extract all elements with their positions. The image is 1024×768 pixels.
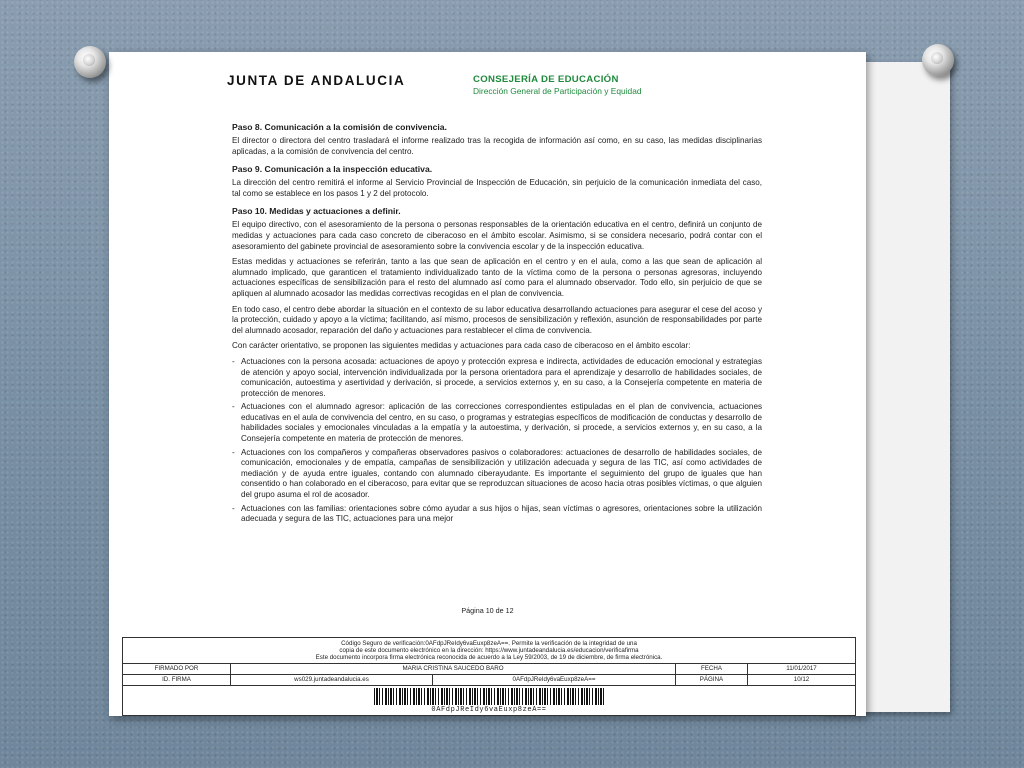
header-org: JUNTA DE ANDALUCIA bbox=[227, 73, 406, 88]
paragraph: Estas medidas y actuaciones se referirán, tanto a las que sean de aplicación en el centro y en el aula, como a las que sean de aplicación al alumnado implicado, que garanticen el tratamiento individualizado tanto de la víctima como de la persona o personas agresoras, incluyendo actuaciones específicas de sensibilización para el resto del alumnado así como para el alumnado observador. Todo ello, sin perjuicio de que se apliquen al alumnado acosador las medidas correctivas recogidas en el plan de convivencia. bbox=[232, 257, 762, 298]
measures-list bbox=[232, 357, 762, 525]
pagina-label: PÁGINA bbox=[676, 675, 748, 685]
id-firma-label: ID. FIRMA bbox=[123, 675, 231, 685]
push-pin-icon bbox=[922, 44, 954, 76]
pagina-value: 10/12 bbox=[793, 676, 810, 683]
firmado-por-value: MARIA CRISTINA SAUCEDO BARO bbox=[231, 664, 676, 674]
step-8 bbox=[232, 122, 762, 157]
signature-box bbox=[122, 637, 856, 716]
page-number: Página 10 de 12 bbox=[461, 606, 514, 615]
id-firma-value: ws029.juntadeandalucia.es bbox=[231, 675, 433, 685]
paragraph: El equipo directivo, con el asesoramiento de la persona o personas responsables de la orientación educativa en el centro, definirá un conjunto de medidas y actuaciones para cada caso concreto de ciberacoso en el ámbito escolar. Asimismo, si se considera necesario, podrá contar con el asesoramiento del gabinete provincial de asesoramiento sobre la convivencia escolar y de la inspección educativa. bbox=[232, 220, 762, 251]
header-department bbox=[473, 74, 642, 96]
verification-line: Este documento incorpora firma electrónica reconocida de acuerdo a la Ley 59/2003, de 19 de diciembre, de firma electrónica. bbox=[315, 654, 663, 662]
step-title: Paso 10. Medidas y actuaciones a definir. bbox=[232, 206, 401, 217]
paragraph: El director o directora del centro trasladará el informe realizado tras la recogida de información así como, en su caso, las medidas disciplinarias aplicadas, a la comisión de convivencia del centro. bbox=[232, 136, 762, 156]
barcode-area bbox=[123, 686, 855, 715]
verification-line: copia de este documento electrónico en la dirección: https://www.juntadeandalucia.es/educacion/verificafirma bbox=[339, 647, 639, 655]
push-pin-icon bbox=[74, 46, 106, 78]
barcode-icon bbox=[374, 688, 604, 705]
paragraph: Con carácter orientativo, se proponen las siguientes medidas y actuaciones para cada caso de ciberacoso en el ámbito escolar: bbox=[232, 341, 691, 351]
fecha-value: 11/01/2017 bbox=[786, 665, 817, 672]
signature-row-1 bbox=[123, 664, 855, 675]
paragraph: En todo caso, el centro debe abordar la situación en el contexto de su labor educativa desarrollando actuaciones para asegurar el cese del acoso y la protección, cuidado y apoyo a la víctima; facilitando, así mismo, procesos de sensibilización y reflexión, asunción de responsabilidades por parte del alumnado acosador, reparación del daño y actuaciones para restablecer el clima de convivencia. bbox=[232, 304, 762, 335]
verification-note bbox=[123, 638, 855, 664]
step-9 bbox=[232, 164, 762, 199]
fecha-label: FECHA bbox=[676, 664, 748, 674]
signature-row-2 bbox=[123, 675, 855, 686]
step-10 bbox=[232, 206, 762, 524]
document-body bbox=[232, 122, 762, 532]
list-item: - Actuaciones con la persona acosada: actuaciones de apoyo y protección expresa e indirecta, actividades de educación emocional y estrategias de atención y apoyo social, intervención individualizada por la persona orientadora para el aprendizaje y desarrollo de habilidades sociales, de comunicación, autoestima y asertividad y derivación, si procede, a servicios externos y, en su caso, a la Consejería competente en materia de protección de menores. bbox=[232, 357, 762, 399]
list-item: - Actuaciones con las familias: orientaciones sobre cómo ayudar a sus hijos o hijas, sean víctimas o agresores, orientaciones sobre la utilización adecuada y segura de las TIC, actuaciones para una mejor bbox=[232, 504, 762, 525]
list-item: - Actuaciones con los compañeros y compañeras observadores pasivos o colaboradores: actuaciones de desarrollo de habilidades sociales, de comunicación, emocionales y de empatía, campañas de sensibilización y utilización adecuada y segura de las TIC, así como actividades de mediación y de ayuda entre iguales, contando con alumnado ciberayudante. Es importante el seguimiento del grupo de iguales que han consentido o han colaborado en el ciberacoso, para evitar que se reproduzcan situaciones de acoso hacia otras posibles víctimas, o que alguien del grupo asuma el rol de acosador. bbox=[232, 448, 762, 501]
list-item: - Actuaciones con el alumnado agresor: aplicación de las correcciones correspondientes estipuladas en el plan de convivencia, actuaciones educativas en el aula de convivencia del centro, en su caso, o programas y estrategias específicos de modificación de conductas y desarrollo de habilidades sociales y emocionales vinculadas a la empatía y la autoestima, y derivación, si procede, a servicios externos y, en su caso, a la Consejería competente en materia de protección de menores. bbox=[232, 402, 762, 444]
header-direccion: Dirección General de Participación y Equidad bbox=[473, 86, 642, 96]
document-page bbox=[109, 52, 866, 716]
step-title: Paso 9. Comunicación a la inspección educativa. bbox=[232, 164, 433, 175]
paragraph: La dirección del centro remitirá el informe al Servicio Provincial de Inspección de Educación, sin perjuicio de la comunicación inmediata del caso, tal como se establece en los pasos 1 y 2 del protocolo. bbox=[232, 178, 762, 198]
verification-line: Código Seguro de verificación:0AFdpJReIdy6vaEuxp8zeA==. Permite la verificación de la integridad de una bbox=[341, 640, 637, 647]
header-consejeria: CONSEJERÍA DE EDUCACIÓN bbox=[473, 74, 619, 85]
barcode-text: 0AFdpJReIdy6vaEuxp8zeA== bbox=[431, 705, 547, 714]
verification-code: 0AFdpJReIdy6vaEuxp8zeA== bbox=[433, 675, 676, 685]
firmado-por-label: FIRMADO POR bbox=[123, 664, 231, 674]
step-title: Paso 8. Comunicación a la comisión de convivencia. bbox=[232, 122, 447, 132]
